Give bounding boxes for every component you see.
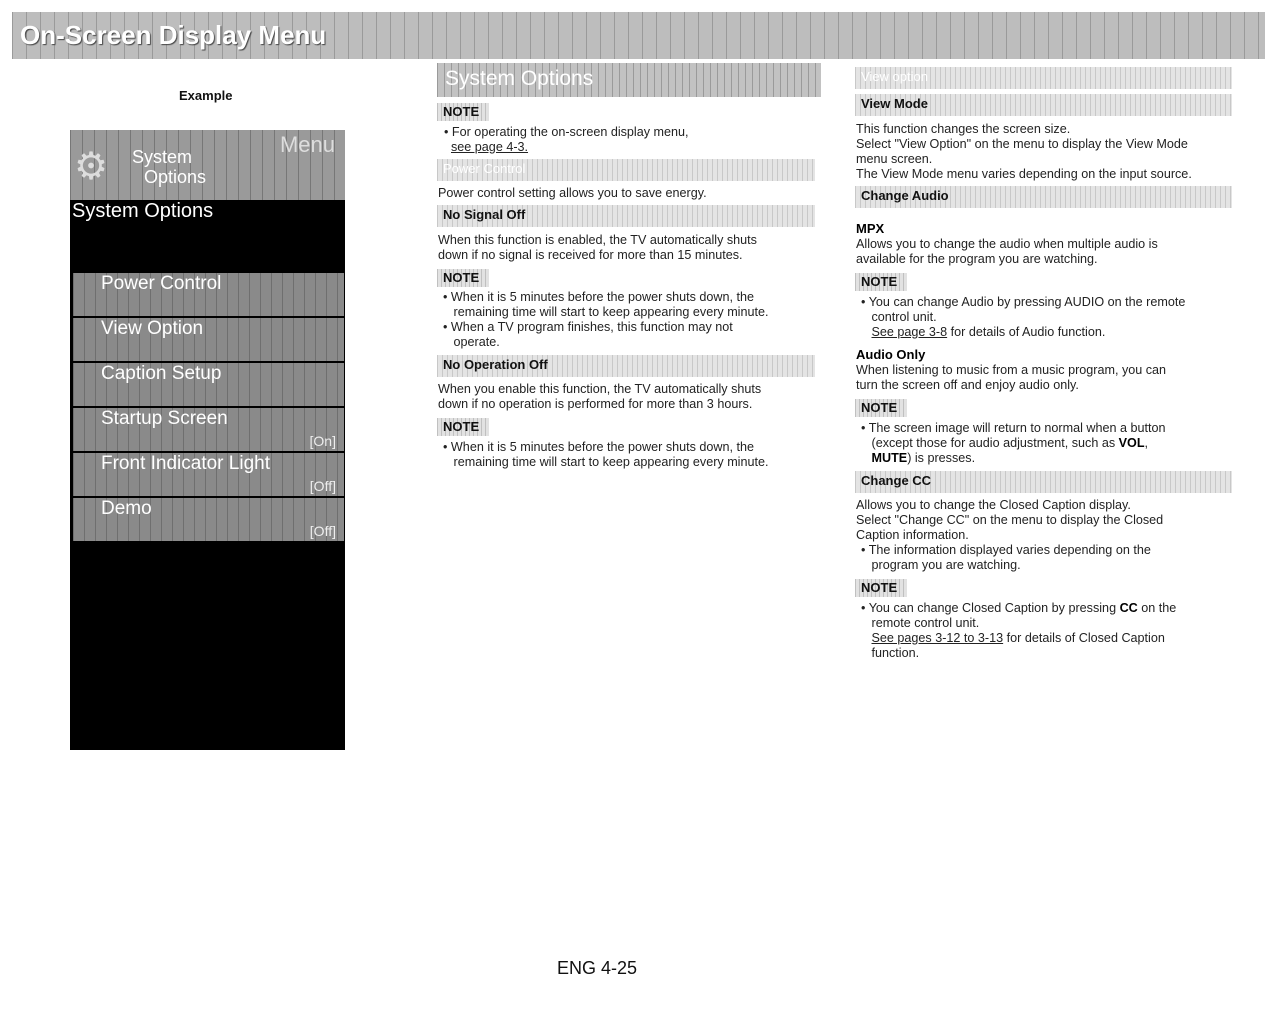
- tv-menu-item-label: Demo: [101, 498, 152, 519]
- note-badge: [437, 269, 489, 287]
- page-title: On-Screen Display Menu: [20, 20, 327, 50]
- tv-header-line1: System: [132, 147, 193, 167]
- tv-menu-item-demo[interactable]: [73, 498, 344, 541]
- note-text: • When it is 5 minutes before the power shuts down, the remaining time will start to keep appearing every minute.: [443, 440, 769, 469]
- tv-menu-item-label: Caption Setup: [101, 363, 222, 384]
- subsection-title: View Mode: [861, 96, 928, 111]
- note-label: NOTE: [861, 274, 898, 289]
- tv-header-title: [132, 147, 206, 187]
- note-label: NOTE: [443, 419, 480, 434]
- key-cc: CC: [1119, 601, 1138, 615]
- body-text-line: When listening to music from a music program, you can: [856, 363, 1167, 377]
- note-text-line: When it is 5 minutes before the power shuts down, the: [450, 290, 755, 304]
- note-label: NOTE: [861, 400, 898, 415]
- body-text-line: available for the program you are watching.: [856, 252, 1098, 266]
- tv-menu-item-view-option[interactable]: [73, 318, 344, 361]
- note-text-line: You can change Audio by pressing AUDIO on the remote: [868, 295, 1186, 309]
- body-text: [856, 363, 1166, 393]
- example-label: Example: [179, 88, 233, 103]
- page-banner: [12, 12, 1265, 59]
- note-text-line: ,: [1144, 436, 1149, 450]
- tv-menu-item-value: [Off]: [309, 478, 336, 494]
- note-text-line: for details of Audio function.: [947, 325, 1106, 339]
- body-text-line: turn the screen off and enjoy audio only.: [856, 378, 1079, 392]
- body-text: [856, 498, 1163, 543]
- subsection-header-change-audio: [855, 186, 1232, 208]
- page-number: ENG 4-25: [557, 958, 638, 978]
- body-text-line: Caption information.: [856, 528, 969, 542]
- tv-menu-item-value: [On]: [309, 433, 336, 449]
- tv-menu-item-caption-setup[interactable]: [73, 363, 344, 406]
- body-text: [856, 237, 1158, 267]
- body-text-line: Allows you to change the audio when multiple audio is: [856, 237, 1158, 251]
- body-text-line: Select "View Option" on the menu to display the View Mode: [856, 137, 1188, 151]
- bullet-text: • The information displayed varies depending on the program you are watching.: [861, 543, 1151, 572]
- tv-menu-item-startup-screen[interactable]: [73, 408, 344, 451]
- subsection-title: No Operation Off: [443, 357, 548, 372]
- tv-menu-word: Menu: [279, 132, 335, 157]
- note-badge: [855, 273, 907, 291]
- body-text-line: This function changes the screen size.: [856, 122, 1071, 136]
- subsection-title: No Signal Off: [443, 207, 526, 222]
- note-text-line: ) is presses.: [907, 451, 976, 465]
- heading-mpx: MPX: [856, 221, 885, 236]
- subsection-title: Power Control: [443, 161, 526, 176]
- subsection-title: Change CC: [861, 473, 932, 488]
- section-header-view-option: [855, 67, 1232, 89]
- note-text-line: for details of Closed Caption: [1003, 631, 1165, 645]
- body-text-line: down if no operation is performed for more than 3 hours.: [438, 397, 753, 411]
- tv-menu-item-label: Power Control: [101, 273, 222, 294]
- tv-menu-item-power-control[interactable]: [73, 273, 344, 316]
- subsection-header-no-operation-off: [437, 355, 815, 377]
- note-badge: [437, 103, 489, 121]
- body-text-line: down if no signal is received for more than 15 minutes.: [438, 248, 743, 262]
- body-text-line: Select "Change CC" on the menu to display the Closed: [856, 513, 1164, 527]
- tv-section-title: System Options: [72, 200, 214, 222]
- note-badge: [855, 399, 907, 417]
- tv-menu-header: [70, 130, 345, 200]
- key-vol: VOL: [1118, 436, 1145, 450]
- note-text-line: on the: [1137, 601, 1177, 615]
- tv-menu-item-value: [Off]: [309, 523, 336, 539]
- tv-menu-item-label: Front Indicator Light: [101, 453, 270, 474]
- tv-menu-screen: [70, 130, 345, 750]
- note-text: • You can change Audio by pressing AUDIO on the remote control unit. See page 3-8 for details of Audio function.: [861, 295, 1186, 339]
- tv-menu-item-front-indicator-light[interactable]: [73, 453, 344, 496]
- tv-header-line2: Options: [144, 167, 207, 187]
- note-text-line: When it is 5 minutes before the power shuts down, the: [450, 440, 755, 454]
- note-text-line: (except those for audio adjustment, such as: [871, 436, 1119, 450]
- note-text: • For operating the on-screen display menu, see page 4-3.: [444, 125, 689, 154]
- note-text-line: For operating the on-screen display menu,: [451, 125, 689, 139]
- subsection-header-view-mode: [855, 94, 1232, 116]
- body-text: [438, 382, 761, 412]
- section-header-system-options: [437, 63, 821, 97]
- body-text-line: When this function is enabled, the TV automatically shuts: [438, 233, 757, 247]
- gear-icon: ⚙: [74, 146, 109, 188]
- body-text: Power control setting allows you to save energy.: [438, 186, 707, 200]
- body-text-line: program you are watching.: [871, 558, 1021, 572]
- note-text-line: function.: [871, 646, 920, 660]
- heading-audio-only: Audio Only: [856, 347, 926, 362]
- note-text-line: control unit.: [871, 310, 937, 324]
- note-badge: [855, 579, 907, 597]
- page-link[interactable]: See page 3-8: [871, 325, 948, 339]
- note-text-line: operate.: [453, 335, 500, 349]
- body-text-line: menu screen.: [856, 152, 933, 166]
- note-text-line: The screen image will return to normal when a button: [868, 421, 1166, 435]
- note-text-line: remaining time will start to keep appearing every minute.: [453, 455, 769, 469]
- note-text-line: remote control unit.: [871, 616, 980, 630]
- note-text-line: You can change Closed Caption by pressing: [868, 601, 1120, 615]
- subsection-header-power-control: [437, 159, 815, 181]
- key-mute: MUTE: [871, 451, 908, 465]
- subsection-header-no-signal-off: [437, 205, 815, 227]
- note-text-line: When a TV program finishes, this function may not: [450, 320, 733, 334]
- body-text: [856, 122, 1192, 182]
- body-text-line: Allows you to change the Closed Caption display.: [856, 498, 1131, 512]
- section-title: System Options: [445, 67, 594, 90]
- page-link[interactable]: See pages 3-12 to 3-13: [871, 631, 1004, 645]
- subsection-header-change-cc: [855, 471, 1232, 493]
- body-text-line: The View Mode menu varies depending on the input source.: [856, 167, 1192, 181]
- body-text: [438, 233, 757, 263]
- note-text: • When it is 5 minutes before the power shuts down, the remaining time will start to keep appearing every minute. • When a TV program finishes, this function may not operate.: [443, 290, 769, 349]
- section-title: View option: [861, 69, 928, 84]
- note-text: • The screen image will return to normal when a button (except those for audio adjustment, such as VOL, MUTE) is presses.: [861, 421, 1166, 465]
- note-label: NOTE: [443, 104, 480, 119]
- body-text-line: The information displayed varies depending on the: [868, 543, 1151, 557]
- tv-menu-item-label: View Option: [101, 318, 204, 339]
- subsection-title: Change Audio: [861, 188, 949, 203]
- note-text-line: remaining time will start to keep appearing every minute.: [453, 305, 769, 319]
- note-text: • You can change Closed Caption by pressing CC on the remote control unit. See pages 3-12 to 3-13 for details of Closed Caption function.: [861, 601, 1177, 660]
- page-link[interactable]: see page 4-3.: [451, 140, 529, 154]
- body-text-line: When you enable this function, the TV automatically shuts: [438, 382, 762, 396]
- note-label: NOTE: [443, 270, 480, 285]
- note-badge: [437, 418, 489, 436]
- tv-menu-item-label: Startup Screen: [101, 408, 228, 429]
- note-label: NOTE: [861, 580, 898, 595]
